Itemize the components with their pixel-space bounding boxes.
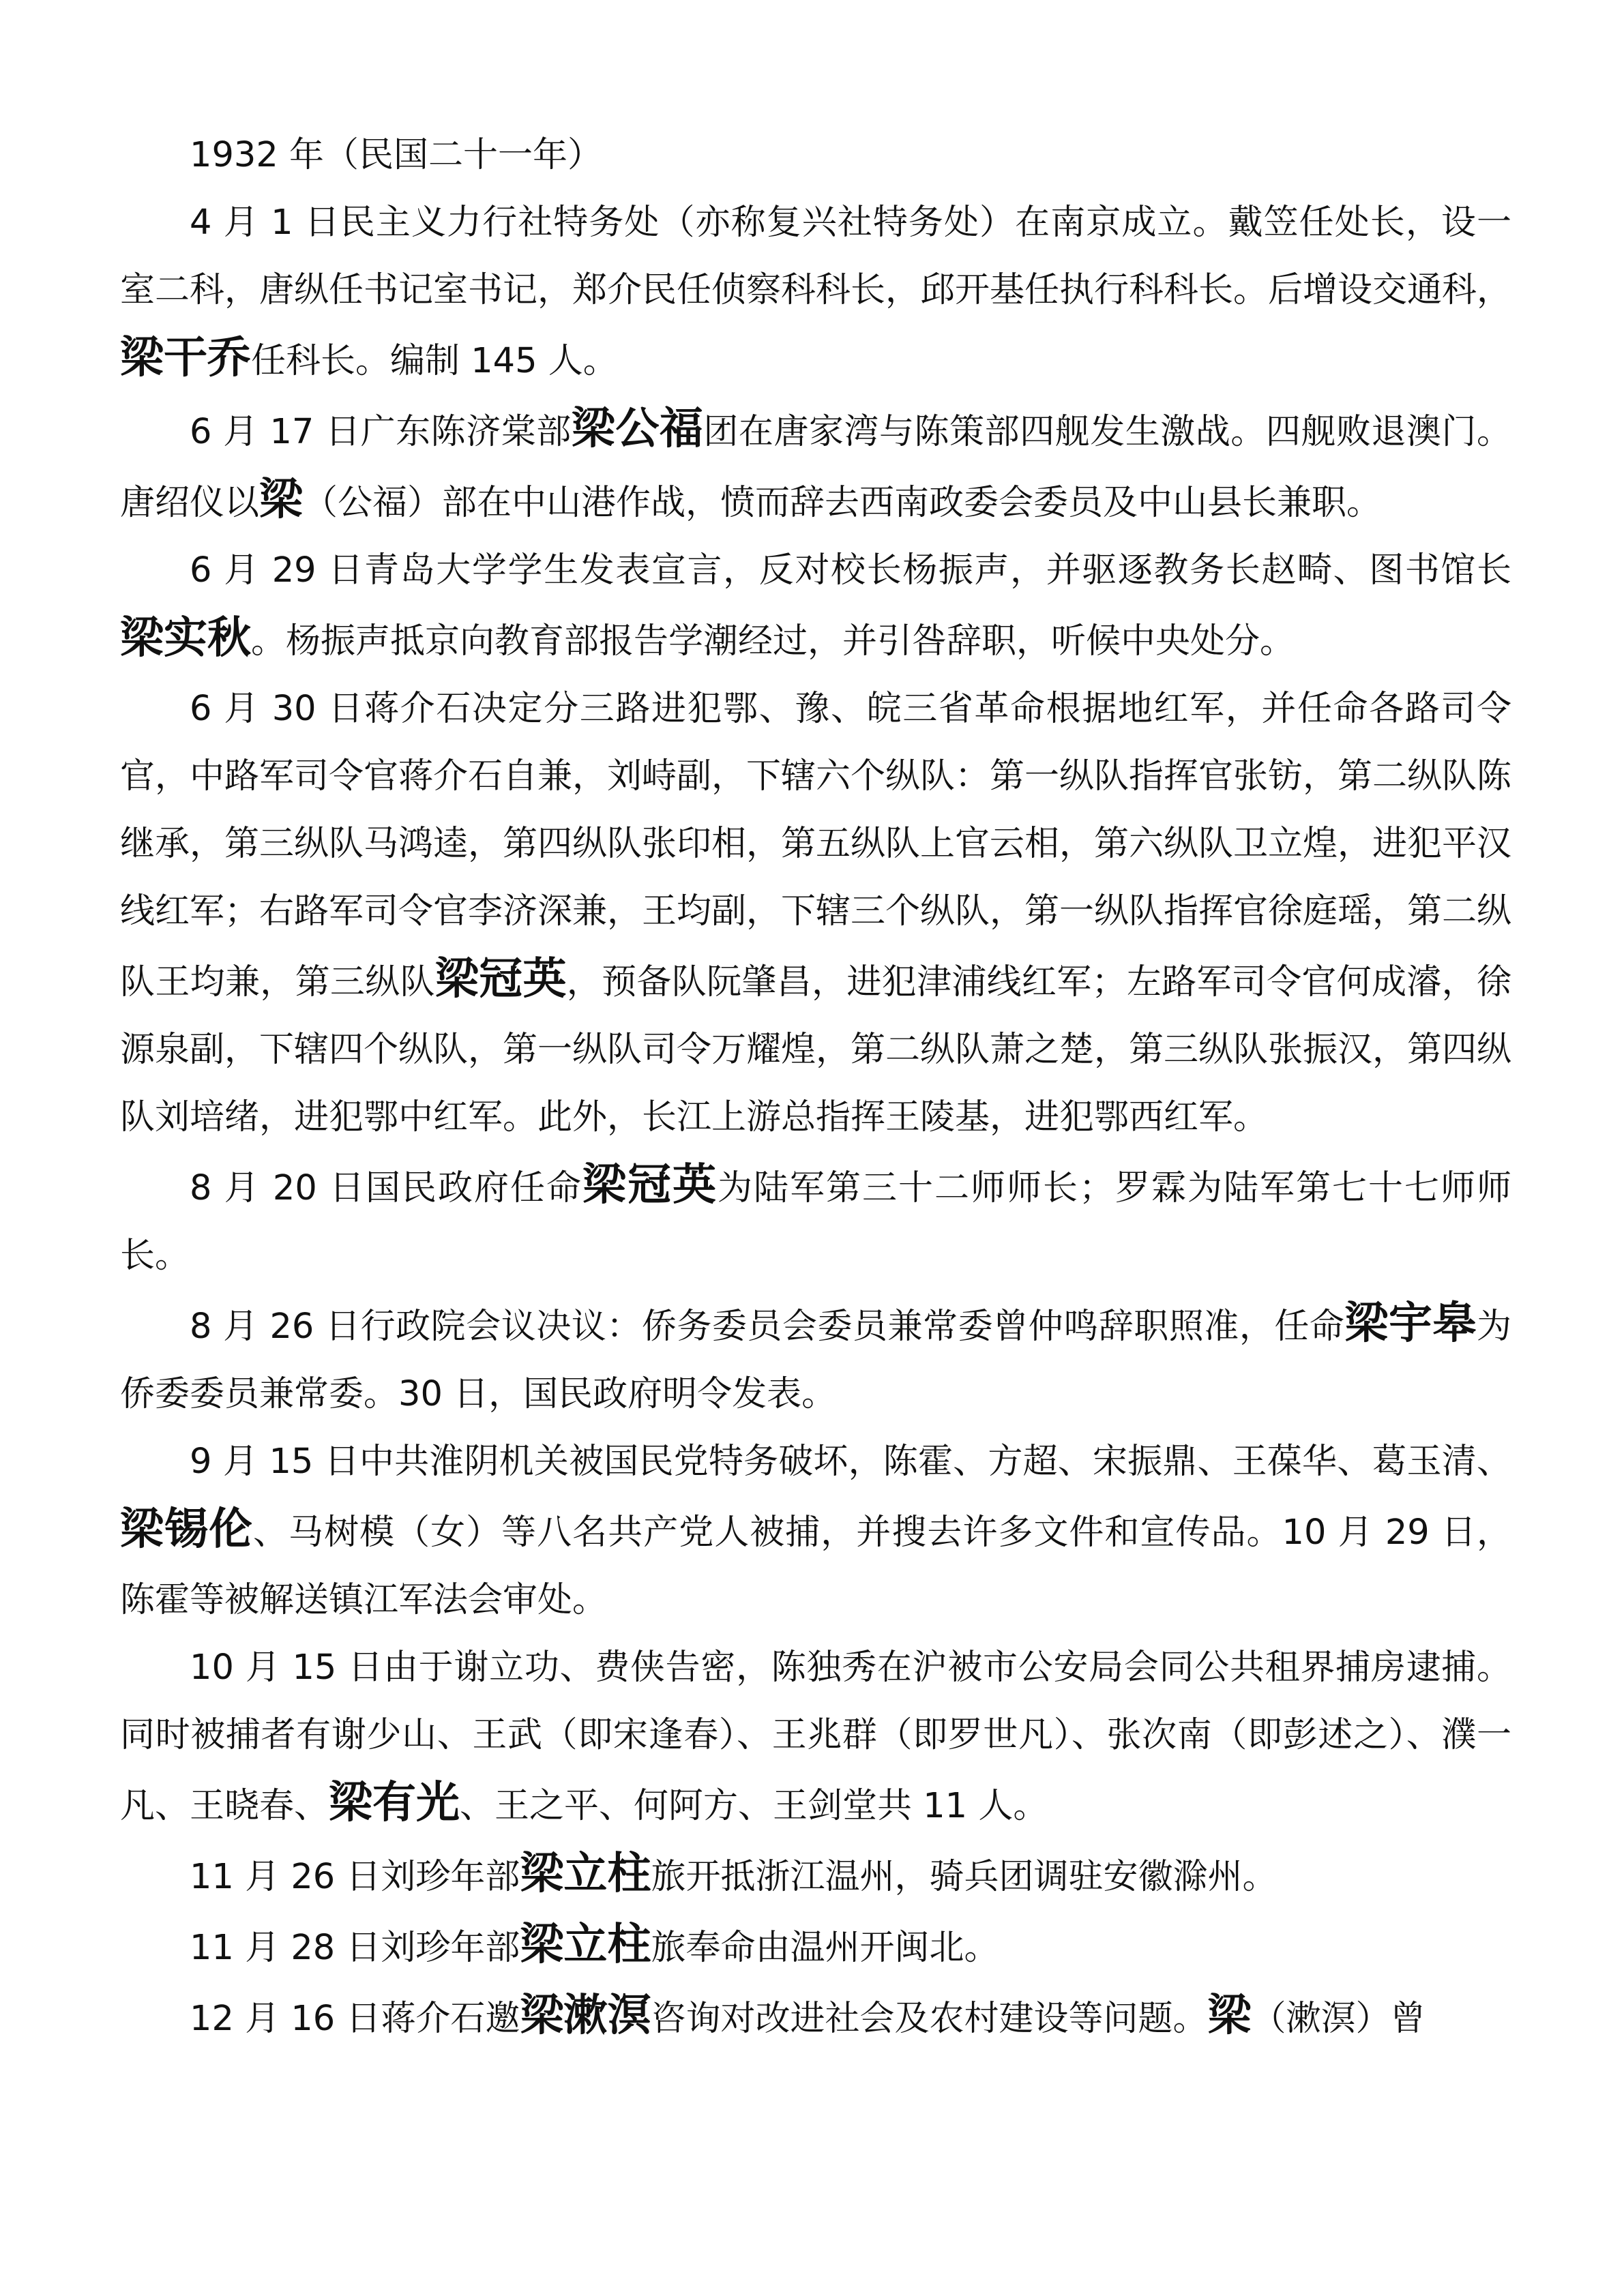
entry-text: 旅开抵浙江温州，骑兵团调驻安徽滁州。 [651, 1857, 1278, 1897]
chronicle-entry [120, 1911, 1511, 1982]
chronicle-entry [120, 675, 1511, 1151]
chronicle-entry [120, 1428, 1511, 1634]
chronicle-entry [120, 1151, 1511, 1289]
entry-text: 为陆军第三十二师师长；罗霖为陆军第七十七师师长。 [120, 1168, 1511, 1276]
entry-text: 8 月 20 日国民政府任命 [190, 1168, 582, 1208]
entry-text: 4 月 1 日民主义力行社特务处（亦称复兴社特务处）在南京成立。戴笠任处长，设一室二科，唐纵任书记室书记，郑介民任侦察科科长，邱开基任执行科科长。后增设交通科， [120, 203, 1512, 310]
chronicle-entry [120, 395, 1511, 537]
entry-text: 任科长。编制 145 人。 [251, 341, 618, 381]
chronicle-entry [120, 1982, 1511, 2053]
highlighted-name: 梁实秋 [120, 612, 251, 664]
chronicle-entry [120, 1840, 1511, 1911]
highlighted-name: 梁锡伦 [120, 1504, 254, 1555]
chronicle-entry [120, 1289, 1511, 1428]
highlighted-name: 梁 [259, 474, 304, 525]
entry-text: （公福）部在中山港作战，愤而辞去西南政委会委员及中山县长兼职。 [303, 483, 1382, 523]
chronicle-entry [120, 1634, 1511, 1840]
entry-text: 8 月 26 日行政院会议决议：侨务委员会委员兼常委曾仲鸣辞职照准，任命 [190, 1307, 1345, 1347]
entry-text: 9 月 15 日中共淮阴机关被国民党特务破坏，陈霍、方超、宋振鼎、王葆华、葛玉清、 [190, 1442, 1511, 1482]
year-heading: 1932 年（民国二十一年） [190, 135, 603, 175]
highlighted-name: 梁干乔 [120, 332, 251, 383]
entry-text: 旅奉命由温州开闽北。 [651, 1928, 999, 1968]
highlighted-name: 梁宇皋 [1344, 1298, 1477, 1349]
entry-text: 6 月 30 日蒋介石决定分三路进犯鄂、豫、皖三省革命根据地红军，并任命各路司令官，中路军司令官蒋介石自兼，刘峙副，下辖六个纵队：第一纵队指挥官张钫，第二纵队陈继承，第三纵队马鸿逵，第四纵队张印相，第五纵队上官云相，第六纵队卫立煌，进犯平汉线红军；右路军司令官李济深兼，王均副，下辖三个纵队，第一纵队指挥官徐庭瑶，第二纵队王均兼，第三纵队 [120, 689, 1512, 1002]
highlighted-name: 梁立柱 [520, 1919, 651, 1970]
entry-list [120, 189, 1511, 2053]
highlighted-name: 梁冠英 [434, 953, 567, 1004]
highlighted-name: 梁公福 [571, 403, 704, 454]
entry-text: 6 月 29 日青岛大学学生发表宣言，反对校长杨振声，并驱逐教务长赵畸、图书馆长 [190, 550, 1511, 591]
chronicle-entry [120, 537, 1511, 675]
entry-text: 为侨委委员兼常委。30 日，国民政府明令发表。 [120, 1307, 1512, 1414]
chronicle-entry [120, 189, 1511, 395]
highlighted-name: 梁有光 [329, 1777, 460, 1828]
entry-text: ，预备队阮肇昌，进犯津浦线红军；左路军司令官何成濬，徐源泉副，下辖四个纵队，第一纵队司令万耀煌，第二纵队萧之楚，第三纵队张振汉，第四纵队刘培绪，进犯鄂中红军。此外，长江上游总指挥王陵基，进犯鄂西红军。 [120, 962, 1512, 1137]
entry-text: 、马树模（女）等八名共产党人被捕，并搜去许多文件和宣传品。10 月 29 日，陈霍等被解送镇江军法会审处。 [120, 1512, 1511, 1620]
highlighted-name: 梁 [1207, 1990, 1252, 2041]
entry-text: 11 月 28 日刘珍年部 [190, 1928, 520, 1968]
entry-text: （漱溟）曾 [1251, 1999, 1426, 2039]
entry-text: 6 月 17 日广东陈济棠部 [190, 412, 572, 452]
highlighted-name: 梁漱溟 [520, 1990, 651, 2041]
chronicle-text [120, 121, 1511, 2053]
entry-text: 、王之平、何阿方、王剑堂共 11 人。 [460, 1786, 1048, 1826]
entry-text: 10 月 15 日由于谢立功、费侠告密，陈独秀在沪被市公安局会同公共租界捕房逮捕。同时被捕者有谢少山、王武（即宋逢春）、王兆群（即罗世凡）、张次南（即彭述之）、濮一凡、王晓春、 [120, 1648, 1511, 1826]
entry-text: 咨询对改进社会及农村建设等问题。 [651, 1999, 1208, 2039]
entry-text: 11 月 26 日刘珍年部 [190, 1857, 520, 1897]
entry-text: 12 月 16 日蒋介石邀 [190, 1999, 520, 2039]
entry-text: 团在唐家湾与陈策部四舰发生激战。四舰败退澳门。唐绍仪以 [120, 412, 1512, 523]
highlighted-name: 梁立柱 [520, 1848, 651, 1899]
entry-text: 。杨振声抵京向教育部报告学潮经过，并引咎辞职，听候中央处分。 [251, 621, 1295, 661]
highlighted-name: 梁冠英 [582, 1159, 718, 1210]
